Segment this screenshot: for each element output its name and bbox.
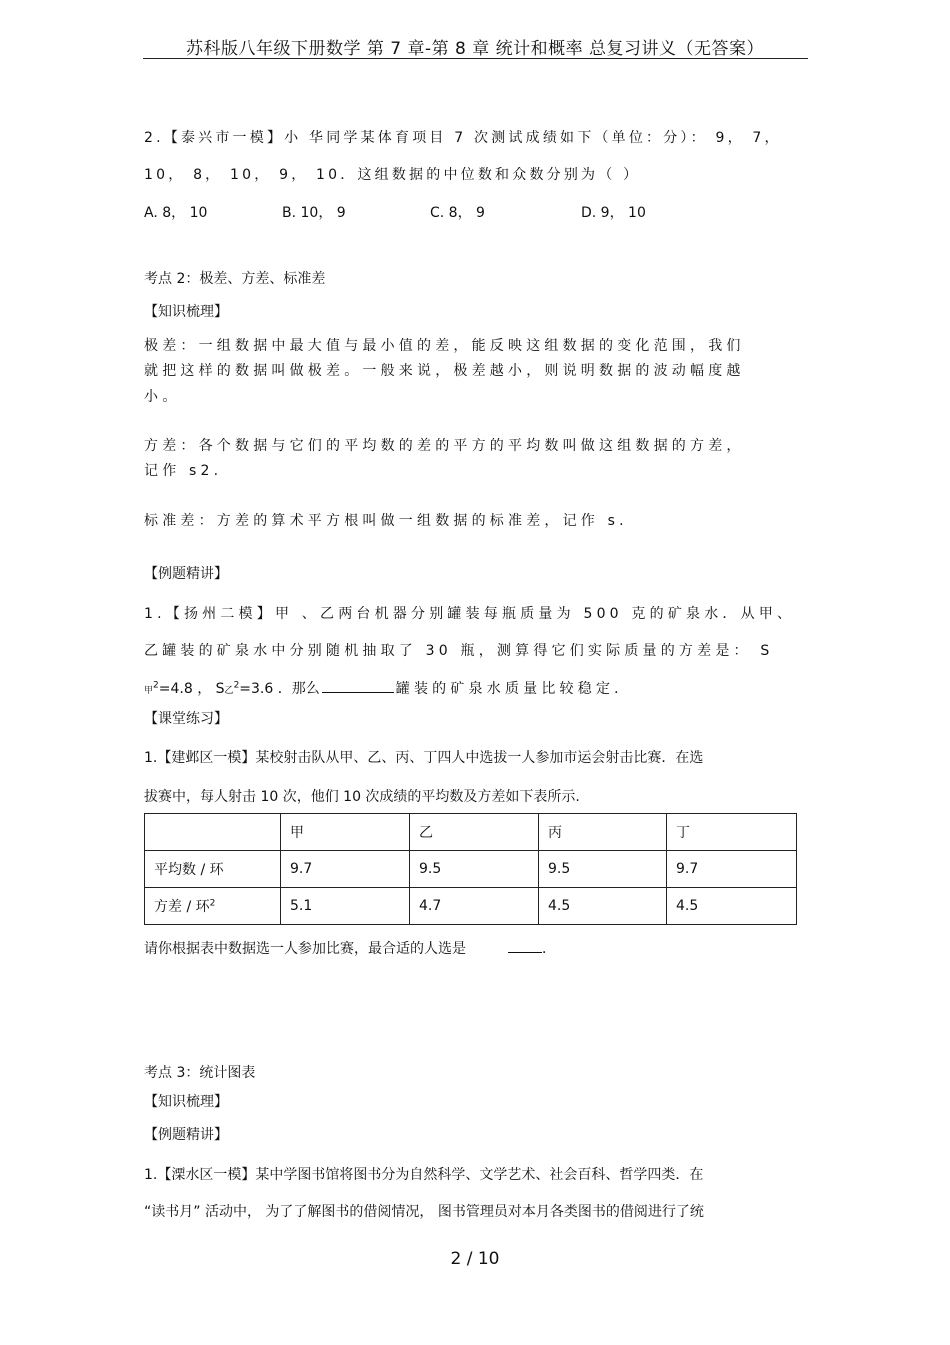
table-header-cell: 乙	[410, 814, 539, 851]
table-row	[145, 851, 797, 888]
range-definition-line-3: 小。	[144, 389, 181, 405]
practice-1-line-1: 1.【建邺区一模】某校射击队从甲、乙、丙、丁四人中选拔一人参加市运会射击比赛．在选	[144, 750, 704, 766]
table-row	[145, 888, 797, 925]
q2-option-a: A. 8， 10	[144, 205, 208, 221]
table-cell: 9.5	[410, 851, 539, 888]
q2-option-b: B. 10， 9	[282, 205, 346, 221]
table-cell: 9.7	[281, 851, 410, 888]
table-header-cell: 甲	[281, 814, 410, 851]
superscript-2: 2	[233, 680, 240, 691]
table-cell: 4.7	[410, 888, 539, 925]
range-definition-line-2: 就把这样的数据叫做极差。一般来说，极差越小，则说明数据的波动幅度越	[144, 363, 745, 379]
superscript-2: 2	[153, 680, 159, 691]
table-row-label: 平均数 / 环	[145, 851, 281, 888]
table-header-cell: 丙	[539, 814, 667, 851]
std-definition: 标准差：方差的算术平方根叫做一组数据的标准差，记作 s.	[144, 513, 628, 529]
subscript-jia: 甲	[144, 686, 154, 696]
table-cell: 9.5	[539, 851, 667, 888]
topic-2-example-heading: 【例题精讲】	[144, 566, 228, 582]
practice-1-line-3	[144, 938, 556, 958]
superscript-2: 2	[209, 898, 216, 909]
header-divider	[143, 58, 808, 59]
practice-1-line-2: 拔赛中，每人射击 10 次，他们 10 次成绩的平均数及方差如下表所示.	[144, 789, 580, 805]
practice-1-question: 请你根据表中数据选一人参加比赛，最合适的人选是	[144, 941, 466, 957]
table-cell: 5.1	[281, 888, 410, 925]
example-1-line-3	[144, 678, 632, 698]
answer-blank	[508, 938, 542, 953]
variance-jia-value: =4.8 ， S	[158, 681, 225, 697]
table-cell: 4.5	[667, 888, 797, 925]
table-cell: 9.7	[667, 851, 797, 888]
score-table	[144, 813, 797, 925]
page-header-title: 苏科版八年级下册数学 第 7 章-第 8 章 统计和概率 总复习讲义（无答案）	[185, 39, 765, 59]
practice-heading: 【课堂练习】	[144, 711, 228, 727]
variance-definition-line-1: 方差：各个数据与它们的平均数的差的平方的平均数叫做这组数据的方差，	[144, 438, 745, 454]
table-row-label	[145, 888, 281, 925]
topic-3-example-line-2: “读书月” 活动中， 为了了解图书的借阅情况， 图书管理员对本月各类图书的借阅进行了统	[144, 1204, 704, 1220]
range-definition-line-1: 极差：一组数据中最大值与最小值的差，能反映这组数据的变化范围，我们	[144, 338, 745, 354]
practice-1-end: ．	[542, 941, 556, 957]
table-header-cell	[145, 814, 281, 851]
topic-2-knowledge-heading: 【知识梳理】	[144, 304, 228, 320]
example-1-tail: 罐装的矿泉水质量比较稳定．	[395, 681, 633, 697]
variance-yi-value: =3.6 ．那么	[239, 681, 320, 697]
q2-line-1: 2.【泰兴市一模】小 华同学某体育项目 7 次测试成绩如下（单位：分）： 9， 7，	[144, 130, 782, 146]
row-label-text: 方差 / 环	[154, 899, 210, 915]
table-cell: 4.5	[539, 888, 667, 925]
subscript-yi: 乙	[224, 686, 234, 696]
variance-definition-line-2: 记作 s2.	[144, 463, 223, 479]
q2-option-d: D. 9， 10	[581, 205, 646, 221]
example-1-line-2: 乙罐装的矿泉水中分别随机抽取了 30 瓶，测算得它们实际质量的方差是： S	[144, 643, 774, 659]
topic-3-example-line-1: 1.【溧水区一模】某中学图书馆将图书分为自然科学、文学艺术、社会百科、哲学四类．在	[144, 1167, 704, 1183]
topic-3-knowledge-heading: 【知识梳理】	[144, 1094, 228, 1110]
table-header-cell: 丁	[667, 814, 797, 851]
topic-2-title: 考点 2：极差、方差、标准差	[144, 271, 326, 287]
topic-3-title: 考点 3：统计图表	[144, 1065, 256, 1081]
q2-line-2: 10， 8， 10， 9， 10．这组数据的中位数和众数分别为（ ）	[144, 167, 641, 183]
topic-3-example-heading: 【例题精讲】	[144, 1127, 228, 1143]
table-header-row	[145, 814, 797, 851]
example-1-line-1: 1.【扬州二模】甲 、乙两台机器分别罐装每瓶质量为 500 克的矿泉水．从甲、	[144, 606, 796, 622]
page-number: 2 / 10	[450, 1249, 500, 1269]
answer-blank	[322, 678, 394, 693]
q2-option-c: C. 8， 9	[430, 205, 485, 221]
